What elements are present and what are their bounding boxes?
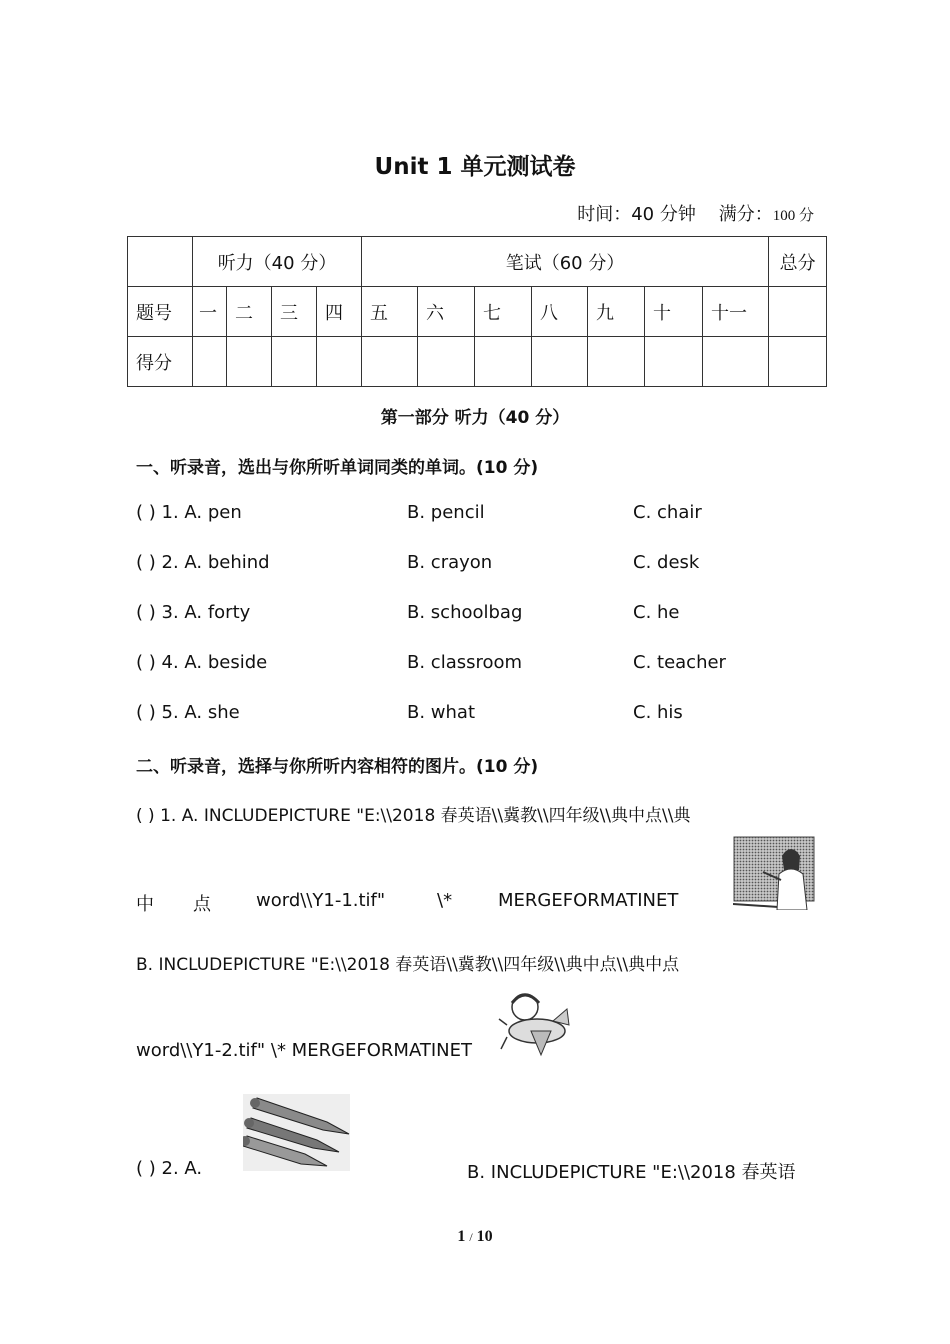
number-cell: 八	[532, 287, 588, 337]
number-cell: 三	[272, 287, 317, 337]
exam-meta	[577, 200, 814, 226]
page-title: Unit 1 单元测试卷	[374, 154, 576, 180]
listening-header: 听力（40 分）	[193, 237, 362, 287]
score-cell[interactable]	[475, 337, 532, 387]
score-label: 得分	[128, 337, 193, 387]
score-table	[127, 236, 827, 387]
score-cell[interactable]	[317, 337, 362, 387]
option-c: C. his	[633, 702, 683, 723]
option-c: C. desk	[633, 552, 700, 573]
score-cell[interactable]	[769, 337, 827, 387]
score-row	[128, 337, 827, 387]
option-c: C. he	[633, 602, 680, 623]
number-cell: 十一	[703, 287, 769, 337]
full-score-label: 满分：	[718, 204, 773, 225]
total-header: 总分	[769, 237, 827, 287]
score-cell[interactable]	[532, 337, 588, 387]
number-cell: 十	[645, 287, 703, 337]
number-cell: 七	[475, 287, 532, 337]
question-stem: ( ) 1. A. pen	[136, 502, 242, 523]
section2-q1-line4: word\\Y1-2.tif" \* MERGEFORMATINET	[136, 1040, 473, 1061]
number-cell: 二	[227, 287, 272, 337]
girl-airplane-picture	[495, 985, 573, 1060]
score-cell[interactable]	[703, 337, 769, 387]
question-stem: ( ) 2. A. behind	[136, 552, 270, 573]
option-b: B. what	[407, 702, 476, 723]
question-stem: ( ) 3. A. forty	[136, 602, 251, 623]
section2-title: 二、听录音，选择与你所听内容相符的图片。(10 分)	[136, 757, 539, 777]
number-cell: 一	[193, 287, 227, 337]
option-b: B. crayon	[407, 552, 493, 573]
time-limit: 时间：40 分钟	[577, 204, 696, 225]
question-stem: ( ) 5. A. she	[136, 702, 240, 723]
part1-title: 第一部分 听力（40 分）	[380, 408, 570, 428]
section2-q1-line1: ( ) 1. A. INCLUDEPICTURE "E:\\2018 春英语\\冀教\\四年级\\典中点\\典	[136, 806, 691, 826]
score-cell[interactable]	[418, 337, 475, 387]
current-page: 1	[457, 1228, 466, 1245]
number-cell: 六	[418, 287, 475, 337]
pencils-picture	[243, 1094, 350, 1171]
question-stem: ( ) 4. A. beside	[136, 652, 268, 673]
table-corner-cell	[128, 237, 193, 287]
section1-title: 一、听录音，选出与你所听单词同类的单词。(10 分)	[136, 458, 539, 478]
number-cell: 四	[317, 287, 362, 337]
score-cell[interactable]	[588, 337, 645, 387]
question-number-label: 题号	[128, 287, 193, 337]
section2-q1-line2-switch: \*	[437, 890, 453, 911]
number-cell: 九	[588, 287, 645, 337]
question-number-row	[128, 287, 827, 337]
section2-q1-line2-format: MERGEFORMATINET	[498, 890, 679, 911]
option-b: B. pencil	[407, 502, 485, 523]
full-score-value: 100 分	[772, 208, 814, 224]
table-header-row	[128, 237, 827, 287]
total-pages: 10	[476, 1228, 493, 1245]
score-cell[interactable]	[193, 337, 227, 387]
page-separator: /	[469, 1230, 473, 1244]
written-header: 笔试（60 分）	[362, 237, 769, 287]
score-cell[interactable]	[645, 337, 703, 387]
option-c: C. chair	[633, 502, 702, 523]
number-cell: 五	[362, 287, 418, 337]
empty-cell	[769, 287, 827, 337]
score-cell[interactable]	[227, 337, 272, 387]
teacher-picture	[733, 836, 815, 910]
section2-q1-line2-word2: 点	[193, 894, 211, 915]
score-cell[interactable]	[272, 337, 317, 387]
option-c: C. teacher	[633, 652, 726, 673]
section2-q2-b: B. INCLUDEPICTURE "E:\\2018 春英语	[467, 1162, 796, 1183]
section2-q1-line2-word1: 中	[136, 894, 154, 915]
page-number	[0, 1228, 950, 1246]
score-cell[interactable]	[362, 337, 418, 387]
section2-q1-line3: B. INCLUDEPICTURE "E:\\2018 春英语\\冀教\\四年级\\典中点\\典中点	[136, 955, 680, 975]
section2-q2-a: ( ) 2. A.	[136, 1158, 203, 1179]
option-b: B. schoolbag	[407, 602, 523, 623]
option-b: B. classroom	[407, 652, 523, 673]
section2-q1-line2-path: word\\Y1-1.tif"	[256, 890, 386, 911]
